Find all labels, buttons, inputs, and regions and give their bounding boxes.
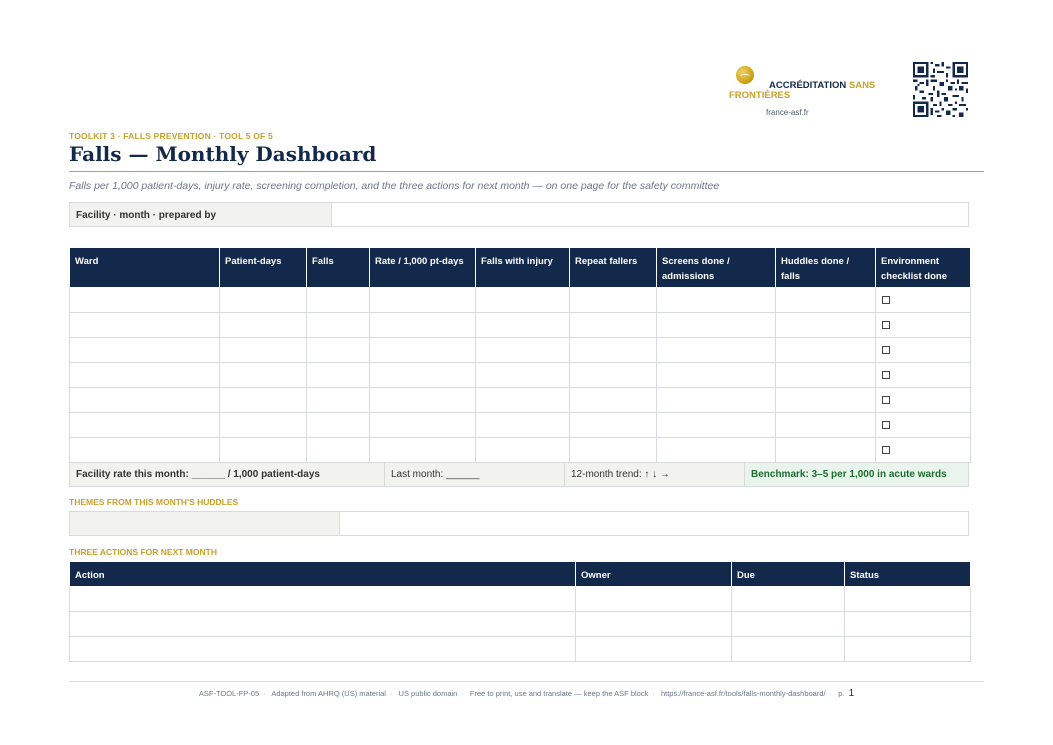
last-month-field[interactable]: Last month: ______	[385, 463, 565, 486]
checkbox-icon[interactable]	[882, 371, 890, 379]
table-cell[interactable]	[220, 413, 307, 438]
table-cell[interactable]	[70, 288, 220, 313]
source-note: Adapted from AHRQ (US) material	[271, 689, 386, 698]
table-cell[interactable]	[370, 413, 476, 438]
rate-summary	[69, 462, 969, 487]
table-cell[interactable]	[776, 313, 876, 338]
checkbox-icon[interactable]	[882, 321, 890, 329]
table-cell[interactable]	[220, 288, 307, 313]
action-cell[interactable]	[732, 637, 845, 662]
action-cell[interactable]	[845, 587, 971, 612]
themes-label-cell	[70, 512, 340, 535]
table-cell[interactable]	[657, 413, 776, 438]
table-cell[interactable]	[70, 438, 220, 463]
col-status: Status	[845, 562, 971, 587]
environment-checkbox-cell[interactable]	[876, 288, 971, 313]
table-cell[interactable]	[570, 313, 657, 338]
table-cell[interactable]	[70, 413, 220, 438]
footer-divider	[69, 681, 984, 682]
table-cell[interactable]	[657, 338, 776, 363]
action-cell[interactable]	[576, 587, 732, 612]
col-ward: Ward	[70, 248, 220, 288]
table-cell[interactable]	[70, 363, 220, 388]
table-cell[interactable]	[370, 363, 476, 388]
themes-input[interactable]	[340, 512, 968, 535]
footer-url-link[interactable]: https://france-asf.fr/tools/falls-monthly-dashboard/	[660, 689, 826, 698]
table-cell[interactable]	[776, 388, 876, 413]
brand-name: ACCRÉDITATION SANS FRONTIÈRES	[729, 80, 876, 101]
table-cell[interactable]	[657, 388, 776, 413]
table-cell[interactable]	[776, 363, 876, 388]
checkbox-icon[interactable]	[882, 446, 890, 454]
toolkit-kicker: TOOLKIT 3 · FALLS PREVENTION · TOOL 5 OF 5	[69, 131, 273, 141]
table-cell[interactable]	[776, 438, 876, 463]
table-cell[interactable]	[476, 313, 570, 338]
trend-field[interactable]: 12-month trend: ↑ ↓ →	[565, 463, 745, 486]
table-cell[interactable]	[476, 338, 570, 363]
table-cell[interactable]	[307, 363, 370, 388]
col-repeat-fallers: Repeat fallers	[570, 248, 657, 288]
action-row	[70, 612, 971, 637]
environment-checkbox-cell[interactable]	[876, 388, 971, 413]
table-row	[70, 288, 971, 313]
checkbox-icon[interactable]	[882, 421, 890, 429]
table-cell[interactable]	[657, 288, 776, 313]
table-cell[interactable]	[307, 338, 370, 363]
page-title: Falls — Monthly Dashboard	[69, 142, 377, 166]
page-footer: ASF-TOOL-FP-05 · Adapted from AHRQ (US) material · US public domain · Free to print, use and translate — keep the ASF block · https://france-asf.fr/tools/falls-monthly-dashboard/ · p. 1	[198, 688, 855, 699]
col-action: Action	[70, 562, 576, 587]
action-cell[interactable]	[732, 587, 845, 612]
environment-checkbox-cell[interactable]	[876, 438, 971, 463]
checkbox-icon[interactable]	[882, 346, 890, 354]
table-cell[interactable]	[657, 438, 776, 463]
table-cell[interactable]	[776, 338, 876, 363]
facility-field-input[interactable]	[332, 203, 968, 226]
table-row	[70, 338, 971, 363]
table-cell[interactable]	[220, 338, 307, 363]
domain-note: US public domain	[398, 689, 458, 698]
action-cell[interactable]	[70, 587, 576, 612]
table-cell[interactable]	[776, 413, 876, 438]
col-environment-checklist: Environment checklist done	[876, 248, 971, 288]
facility-field-label: Facility · month · prepared by	[70, 203, 332, 226]
table-row	[70, 313, 971, 338]
table-cell[interactable]	[476, 438, 570, 463]
table-cell[interactable]	[476, 288, 570, 313]
table-cell[interactable]	[476, 388, 570, 413]
benchmark-note: Benchmark: 3–5 per 1,000 in acute wards	[745, 463, 968, 486]
action-cell[interactable]	[732, 612, 845, 637]
table-cell[interactable]	[476, 413, 570, 438]
table-cell[interactable]	[307, 288, 370, 313]
table-cell[interactable]	[570, 413, 657, 438]
title-divider	[69, 171, 984, 172]
table-row	[70, 438, 971, 463]
table-row	[70, 413, 971, 438]
table-cell[interactable]	[220, 363, 307, 388]
themes-heading: THEMES FROM THIS MONTH'S HUDDLES	[69, 497, 239, 507]
facility-field	[69, 202, 969, 227]
checkbox-icon[interactable]	[882, 396, 890, 404]
col-screens-done: Screens done / admissions	[657, 248, 776, 288]
action-cell[interactable]	[70, 637, 576, 662]
facility-rate-field[interactable]: Facility rate this month: ______ / 1,000 patient-days	[70, 463, 385, 486]
action-cell[interactable]	[576, 612, 732, 637]
table-row	[70, 388, 971, 413]
table-cell[interactable]	[657, 363, 776, 388]
table-cell[interactable]	[307, 313, 370, 338]
table-cell[interactable]	[370, 438, 476, 463]
ward-table-header	[70, 248, 971, 288]
brand-url: france-asf.fr	[766, 108, 809, 117]
environment-checkbox-cell[interactable]	[876, 338, 971, 363]
col-patient-days: Patient-days	[220, 248, 307, 288]
action-cell[interactable]	[845, 612, 971, 637]
col-due: Due	[732, 562, 845, 587]
table-cell[interactable]	[70, 338, 220, 363]
actions-table	[69, 561, 971, 662]
col-rate: Rate / 1,000 pt-days	[370, 248, 476, 288]
table-cell[interactable]	[307, 438, 370, 463]
environment-checkbox-cell[interactable]	[876, 363, 971, 388]
col-falls: Falls	[307, 248, 370, 288]
table-row	[70, 363, 971, 388]
table-cell[interactable]	[570, 388, 657, 413]
table-cell[interactable]	[476, 363, 570, 388]
page-number: 1	[848, 688, 855, 699]
table-cell[interactable]	[370, 338, 476, 363]
action-cell[interactable]	[845, 637, 971, 662]
themes-field	[69, 511, 969, 536]
col-falls-with-injury: Falls with injury	[476, 248, 570, 288]
checkbox-icon[interactable]	[882, 296, 890, 304]
table-cell[interactable]	[70, 313, 220, 338]
table-cell[interactable]	[307, 413, 370, 438]
action-cell[interactable]	[70, 612, 576, 637]
table-cell[interactable]	[570, 338, 657, 363]
ward-table	[69, 247, 971, 463]
col-owner: Owner	[576, 562, 732, 587]
doc-code: ASF-TOOL-FP-05	[198, 689, 260, 698]
action-row	[70, 637, 971, 662]
page-label: p.	[838, 689, 845, 698]
table-cell[interactable]	[70, 388, 220, 413]
table-cell[interactable]	[220, 388, 307, 413]
page-subtitle: Falls per 1,000 patient-days, injury rate, screening completion, and the three actions for next month — on one page for the safety committee	[69, 180, 720, 192]
environment-checkbox-cell[interactable]	[876, 413, 971, 438]
table-cell[interactable]	[570, 438, 657, 463]
table-cell[interactable]	[370, 313, 476, 338]
table-cell[interactable]	[370, 388, 476, 413]
table-cell[interactable]	[370, 288, 476, 313]
environment-checkbox-cell[interactable]	[876, 313, 971, 338]
action-row	[70, 587, 971, 612]
action-cell[interactable]	[576, 637, 732, 662]
actions-heading: THREE ACTIONS FOR NEXT MONTH	[69, 547, 217, 557]
license-note: Free to print, use and translate — keep the ASF block	[469, 689, 649, 698]
table-cell[interactable]	[657, 313, 776, 338]
qr-code-icon	[913, 62, 968, 117]
actions-table-header	[70, 562, 971, 587]
col-huddles-done: Huddles done / falls	[776, 248, 876, 288]
table-cell[interactable]	[220, 313, 307, 338]
table-cell[interactable]	[776, 288, 876, 313]
table-cell[interactable]	[220, 438, 307, 463]
table-cell[interactable]	[307, 388, 370, 413]
table-cell[interactable]	[570, 363, 657, 388]
table-cell[interactable]	[570, 288, 657, 313]
